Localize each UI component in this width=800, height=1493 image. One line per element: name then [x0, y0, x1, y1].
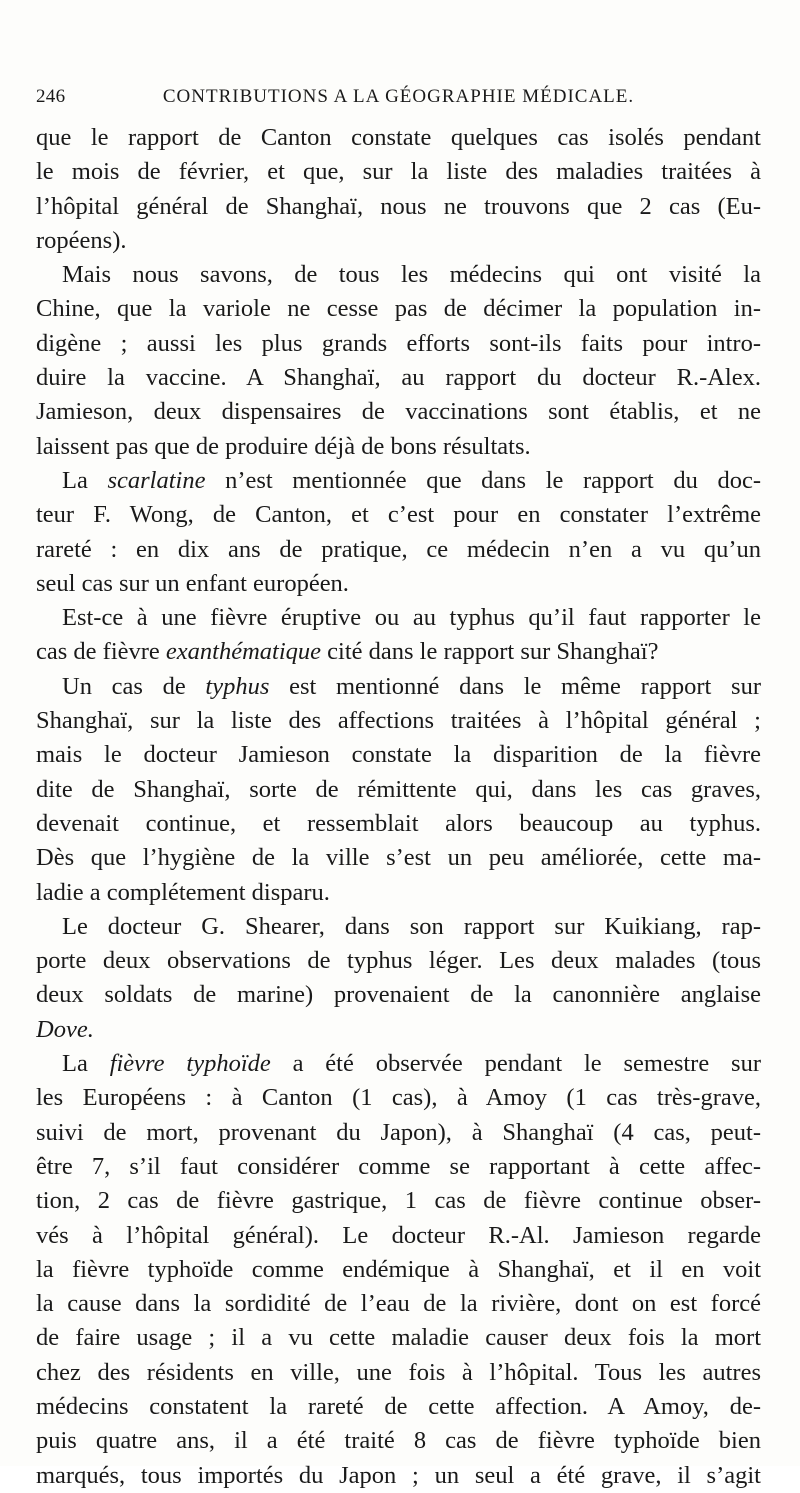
text-line: [36, 738, 761, 772]
text-line: [36, 978, 761, 1012]
text-line: [36, 498, 761, 532]
text-line: [36, 910, 761, 944]
text-line: [36, 1287, 761, 1321]
text-line: [36, 224, 761, 258]
text-line: [36, 258, 761, 292]
italic-term: exanthématique: [165, 638, 322, 666]
text-segment: est mentionné dans le même rapport sur: [269, 672, 761, 700]
text-segment: vés à l’hôpital général). Le docteur R.-Al. Jamieson regarde: [36, 1221, 761, 1249]
text-segment: que le rapport de Canton constate quelques cas isolés pendant: [36, 124, 761, 151]
text-segment: seul cas sur un enfant européen.: [36, 569, 349, 597]
text-segment: devenait continue, et ressemblait alors beaucoup au typhus.: [36, 809, 761, 837]
text-line: [36, 1116, 761, 1150]
text-segment: teur F. Wong, de Canton, et c’est pour en constater l’extrême: [36, 501, 761, 529]
text-line: [36, 121, 761, 155]
text-segment: duire la vaccine. A Shanghaï, au rapport du docteur R.-Alex.: [36, 364, 761, 392]
text-segment: Mais nous savons, de tous les médecins qui ont visité la: [62, 261, 761, 289]
italic-term: fièvre typhoïde: [109, 1050, 271, 1078]
text-segment: ropéens).: [36, 226, 127, 254]
text-line: [36, 807, 761, 841]
page-number: 246: [36, 86, 66, 107]
text-line: [36, 395, 761, 429]
text-line: [36, 430, 761, 464]
text-segment: marqués, tous importés du Japon ; un seul a été grave, il s’agit: [36, 1461, 761, 1489]
text-line: [36, 1356, 761, 1390]
text-line: [36, 1047, 761, 1081]
text-segment: n’est mentionnée que dans le rapport du doc-: [205, 466, 761, 494]
text-segment: la cause dans la sordidité de l’eau de la rivière, dont on est forcé: [36, 1290, 761, 1318]
text-segment: porte deux observations de typhus léger. Les deux malades (tous: [36, 947, 761, 975]
text-segment: laissent pas que de produire déjà de bons résultats.: [36, 432, 531, 460]
text-line: [36, 1390, 761, 1424]
text-line: [36, 876, 761, 910]
text-line: [36, 944, 761, 978]
text-segment: a été observée pendant le semestre sur: [270, 1050, 761, 1078]
text-segment: la fièvre typhoïde comme endémique à Shanghaï, et il en voit: [36, 1255, 761, 1283]
text-line: [36, 361, 761, 395]
text-line: [36, 1081, 761, 1115]
text-segment: Chine, que la variole ne cesse pas de décimer la population in-: [36, 295, 761, 323]
text-segment: Shanghaï, sur la liste des affections traitées à l’hôpital général ;: [36, 707, 761, 735]
text-line: [36, 567, 761, 601]
page-header: [36, 86, 761, 116]
text-segment: dite de Shanghaï, sorte de rémittente qui, dans les cas graves,: [36, 775, 761, 803]
text-segment: Jamieson, deux dispensaires de vaccinations sont établis, et ne: [36, 398, 761, 426]
text-segment: deux soldats de marine) provenaient de la canonnière anglaise: [36, 981, 761, 1009]
text-segment: digène ; aussi les plus grands efforts sont-ils faits pour intro-: [36, 329, 761, 357]
text-segment: La: [62, 1050, 110, 1078]
text-segment: cas de fièvre: [36, 638, 166, 666]
text-segment: puis quatre ans, il a été traité 8 cas de fièvre typhoïde bien: [36, 1427, 761, 1455]
text-segment: le mois de février, et que, sur la liste des maladies traitées à: [36, 158, 761, 186]
text-segment: Un cas de: [62, 672, 206, 700]
text-segment: cité dans le rapport sur Shanghaï?: [321, 638, 659, 666]
text-segment: tion, 2 cas de fièvre gastrique, 1 cas de fièvre continue obser-: [36, 1187, 761, 1215]
text-segment: les Européens : à Canton (1 cas), à Amoy (1 cas très-grave,: [36, 1084, 761, 1112]
running-title: CONTRIBUTIONS A LA GÉOGRAPHIE MÉDICALE.: [162, 86, 635, 107]
text-line: [36, 327, 761, 361]
text-line: [36, 1321, 761, 1355]
text-segment: Le docteur G. Shearer, dans son rapport sur Kuikiang, rap-: [62, 912, 761, 940]
italic-term: scarlatine: [107, 466, 206, 494]
text-line: [36, 1184, 761, 1218]
text-line: [36, 635, 761, 669]
text-line: [36, 155, 761, 189]
text-line: [36, 292, 761, 326]
text-line: [36, 190, 761, 224]
italic-term: Dove.: [36, 1015, 94, 1043]
text-segment: médecins constatent la rareté de cette affection. A Amoy, de-: [36, 1392, 761, 1420]
italic-term: typhus: [205, 672, 270, 700]
text-line: [36, 464, 761, 498]
text-segment: l’hôpital général de Shanghaï, nous ne trouvons que 2 cas (Eu-: [36, 192, 761, 220]
text-segment: La: [62, 466, 108, 494]
text-line: [36, 1424, 761, 1458]
body-text: [36, 121, 761, 1493]
text-segment: mais le docteur Jamieson constate la disparition de la fièvre: [36, 741, 761, 769]
text-segment: chez des résidents en ville, une fois à l’hôpital. Tous les autres: [36, 1358, 761, 1386]
text-segment: Est-ce à une fièvre éruptive ou au typhus qu’il faut rapporter le: [62, 604, 761, 632]
text-line: [36, 601, 761, 635]
text-line: [36, 1150, 761, 1184]
text-line: [36, 533, 761, 567]
text-line: [36, 1219, 761, 1253]
text-segment: être 7, s’il faut considérer comme se rapportant à cette affec-: [36, 1152, 761, 1180]
text-line: [36, 841, 761, 875]
text-segment: suivi de mort, provenant du Japon), à Shanghaï (4 cas, peut-: [36, 1118, 761, 1146]
text-segment: de faire usage ; il a vu cette maladie causer deux fois la mort: [36, 1324, 761, 1352]
text-segment: rareté : en dix ans de pratique, ce médecin n’en a vu qu’un: [36, 535, 761, 563]
text-line: [36, 773, 761, 807]
text-line: [36, 704, 761, 738]
text-line: [36, 670, 761, 704]
text-segment: Dès que l’hygiène de la ville s’est un peu améliorée, cette ma-: [36, 844, 761, 872]
text-line: [36, 1253, 761, 1287]
text-line: [36, 1459, 761, 1493]
text-segment: ladie a complétement disparu.: [36, 878, 330, 906]
text-line: [36, 1013, 761, 1047]
